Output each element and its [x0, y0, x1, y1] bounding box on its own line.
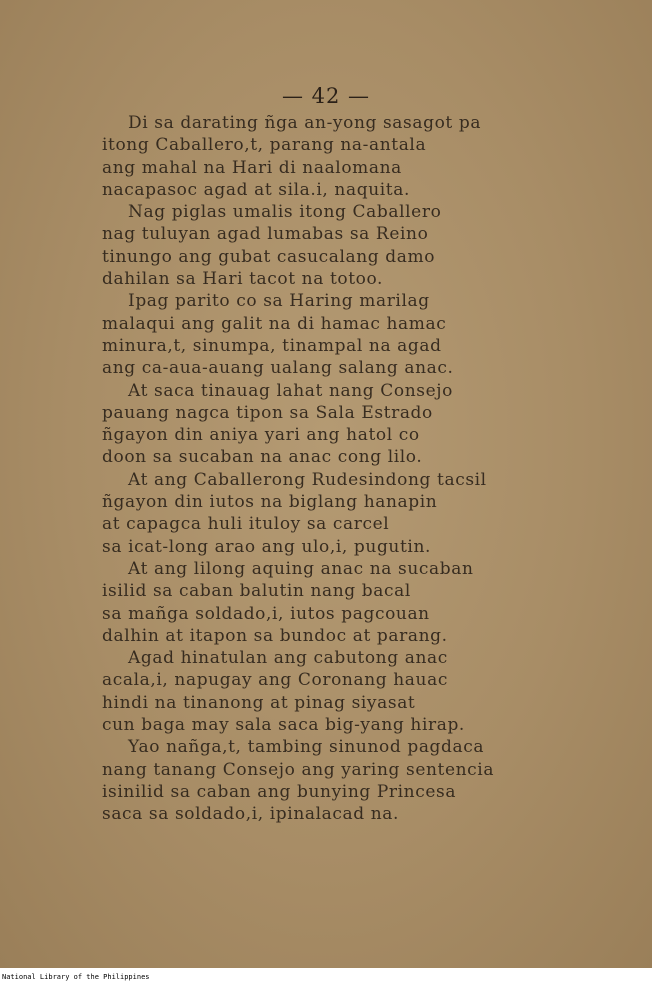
- verse-line: isilid sa caban balutin nang bacal: [102, 581, 411, 602]
- verse-line: pauang nagca tipon sa Sala Estrado: [102, 402, 433, 423]
- verse-line: saca sa soldado,i, ipinalacad na.: [102, 804, 400, 825]
- verse-line: isinilid sa caban ang bunying Princesa: [102, 781, 457, 802]
- stanza: [102, 201, 602, 290]
- verse-line: Yao nañga,t, tambing sinunod pagdaca: [128, 737, 485, 758]
- verse-line: Agad hinatulan ang cabutong anac: [128, 648, 448, 669]
- verse-line: nang tanang Consejo ang yaring sentencia: [102, 759, 495, 780]
- verse-line: ang mahal na Hari di naalomana: [102, 157, 402, 178]
- stanza: [102, 380, 602, 469]
- stanza: [102, 112, 602, 201]
- verse-line: Ipag parito co sa Haring marilag: [128, 291, 430, 312]
- verse-line: minura,t, sinumpa, tinampal na agad: [102, 335, 442, 356]
- verse-line: tinungo ang gubat casucalang damo: [102, 246, 436, 267]
- stanza: [102, 736, 602, 825]
- verse-line: At ang Caballerong Rudesindong tacsil: [128, 469, 487, 490]
- verse-line: doon sa sucaban na anac cong lilo.: [102, 447, 423, 468]
- footer-credit: National Library of the Philippines: [2, 973, 150, 981]
- verse-line: At saca tinauag lahat nang Consejo: [128, 380, 453, 401]
- stanza: [102, 647, 602, 736]
- verse-line: sa icat-long arao ang ulo,i, pugutin.: [102, 536, 431, 557]
- verse-line: dahilan sa Hari tacot na totoo.: [102, 269, 384, 290]
- verse-line: nacapasoc agad at sila.i, naquita.: [102, 179, 410, 200]
- verse-line: acala,i, napugay ang Coronang hauac: [102, 670, 448, 691]
- verse-line: ñgayon din aniya yari ang hatol co: [102, 425, 420, 446]
- verse-line: nag tuluyan agad lumabas sa Reino: [102, 224, 429, 245]
- stanza: [102, 558, 602, 647]
- page-number: — 42 —: [281, 84, 371, 108]
- poem-text: [102, 112, 602, 826]
- stanza: [102, 290, 602, 379]
- verse-line: At ang lilong aquing anac na sucaban: [128, 558, 474, 579]
- verse-line: itong Caballero,t, parang na-antala: [102, 135, 427, 156]
- verse-line: sa mañga soldado,i, iutos pagcouan: [102, 603, 430, 624]
- stanza: [102, 469, 602, 558]
- verse-line: dalhin at itapon sa bundoc at parang.: [102, 625, 448, 646]
- verse-line: ang ca-aua-auang ualang salang anac.: [102, 358, 454, 379]
- verse-line: at capagca huli ituloy sa carcel: [102, 514, 390, 535]
- verse-line: hindi na tinanong at pinag siyasat: [102, 692, 416, 713]
- verse-line: malaqui ang galit na di hamac hamac: [102, 313, 447, 334]
- verse-line: Di sa darating ñga an-yong sasagot pa: [128, 113, 482, 133]
- verse-line: ñgayon din iutos na biglang hanapin: [102, 492, 438, 513]
- verse-line: cun baga may sala saca big-yang hirap.: [102, 715, 465, 736]
- verse-line: Nag piglas umalis itong Caballero: [128, 202, 442, 223]
